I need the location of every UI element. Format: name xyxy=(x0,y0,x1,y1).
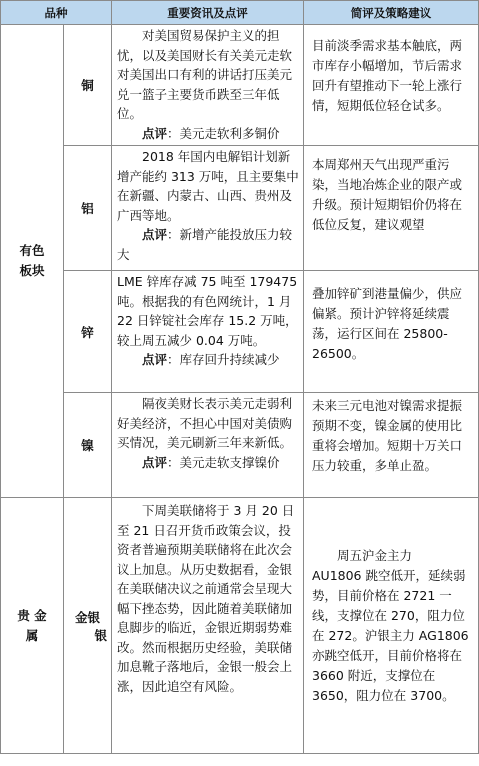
variety-aluminum: 铝 xyxy=(64,146,112,271)
header-news: 重要资讯及点评 xyxy=(112,1,304,25)
category-label-line1: 有色 xyxy=(19,243,45,258)
header-variety: 品种 xyxy=(1,1,112,25)
advice-text: AU1806 跳空低开，延续弱势，目前价格在 2721 一线，支撑位在 270，阻力位在 272。沪银主力 AG1806 亦跳空低开，目前价格将在 3660 附近，支撑位在 3650，阻力位在 3700。 xyxy=(312,568,469,703)
advice-text: 未来三元电池对镍需求提振预期不变，镍金属的使用比重将会增加。短期十万关口压力较重，多单止盈。 xyxy=(312,398,463,473)
advice-text: 本周郑州天气出现严重污染，当地冶炼企业的限产或升级。预计短期铝价仍将在低位反复，建议观望 xyxy=(312,157,463,232)
category-label-line1: 贵 金 xyxy=(17,607,47,623)
news-text: 隔夜美财长表示美元走弱利好美经济，不担心中国对美债购买情况，美元刷新三年来新低。 xyxy=(117,396,293,450)
news-text: 对美国贸易保护主义的担忧，以及美国财长有关美元走软对美国出口有利的讲话打压美元兑一篮子主要货币跌至三年低位。 xyxy=(117,28,293,121)
news-gold-silver xyxy=(112,498,304,754)
category-label-line2: 板块 xyxy=(19,263,45,278)
variety-label-line2: 银 xyxy=(94,627,107,643)
category-nonferrous xyxy=(1,25,64,498)
comment-text: ：美元走软支撑镍价 xyxy=(167,454,280,470)
table-row xyxy=(1,271,479,393)
comment-label: 点评 xyxy=(142,352,168,367)
header-advice: 简评及策略建议 xyxy=(304,1,479,25)
news-text: 2018 年国内电解铝计划新增产能约 313 万吨，且主要集中在新疆、内蒙古、山西、贵州及广西等地。 xyxy=(117,149,299,223)
news-nickel xyxy=(112,393,304,498)
advice-title: 周五沪金主力 xyxy=(337,548,413,563)
advice-aluminum xyxy=(304,146,479,271)
comment-label: 点评 xyxy=(142,227,168,242)
variety-zinc: 锌 xyxy=(64,271,112,393)
category-precious-metals xyxy=(1,498,64,754)
table-row xyxy=(1,393,479,498)
news-zinc xyxy=(112,271,304,393)
advice-zinc xyxy=(304,271,479,393)
news-aluminum xyxy=(112,146,304,271)
category-label-line2: 属 xyxy=(25,627,39,643)
comment-label: 点评 xyxy=(142,454,168,470)
news-copper xyxy=(112,25,304,146)
news-text: LME 锌库存减 75 吨至 179475 吨。根据我的有色网统计，1 月 22 日锌锭社会库存 15.2 万吨，较上周五减少 0.04 万吨。 xyxy=(117,274,298,348)
table-row xyxy=(1,25,479,146)
table-row xyxy=(1,498,479,754)
advice-gold-silver xyxy=(304,498,479,754)
variety-copper: 铜 xyxy=(64,25,112,146)
news-comment xyxy=(117,350,299,370)
news-comment xyxy=(117,124,299,144)
news-comment xyxy=(117,453,299,473)
comment-text: ：库存回升持续减少 xyxy=(167,352,280,367)
table-header-row xyxy=(1,1,479,25)
news-text: 下周美联储将于 3 月 20 日至 21 日召开货币政策会议，投资者普遍预期美联储将在此次会议上加息。从历史数据看，金银在美联储决议之前通常会呈现大幅下挫态势，因此随着美联储加息脚步的临近，金银近期弱势难改。然而根据历史经验，美联储加息靴子落地后，金银一般会上涨，因此追空有风险。 xyxy=(117,503,295,694)
comment-text: ：新增产能投放压力较大 xyxy=(117,227,293,262)
advice-text: 目前淡季需求基本触底，两市库存小幅增加，节后需求回升有望推动下一轮上涨行情，短期低位轻仓试多。 xyxy=(312,38,463,113)
advice-copper xyxy=(304,25,479,146)
variety-gold-silver xyxy=(64,498,112,754)
variety-nickel: 镍 xyxy=(64,393,112,498)
variety-label-line1: 金银 xyxy=(74,609,100,625)
news-comment xyxy=(117,225,299,264)
comment-text: ：美元走软利多铜价 xyxy=(167,125,280,141)
table-row xyxy=(1,146,479,271)
comment-label: 点评 xyxy=(142,125,168,141)
advice-text: 叠加锌矿到港量偏少，供应偏紧。预计沪锌将延续震荡，运行区间在 25800-26500。 xyxy=(312,286,463,361)
advice-nickel xyxy=(304,393,479,498)
